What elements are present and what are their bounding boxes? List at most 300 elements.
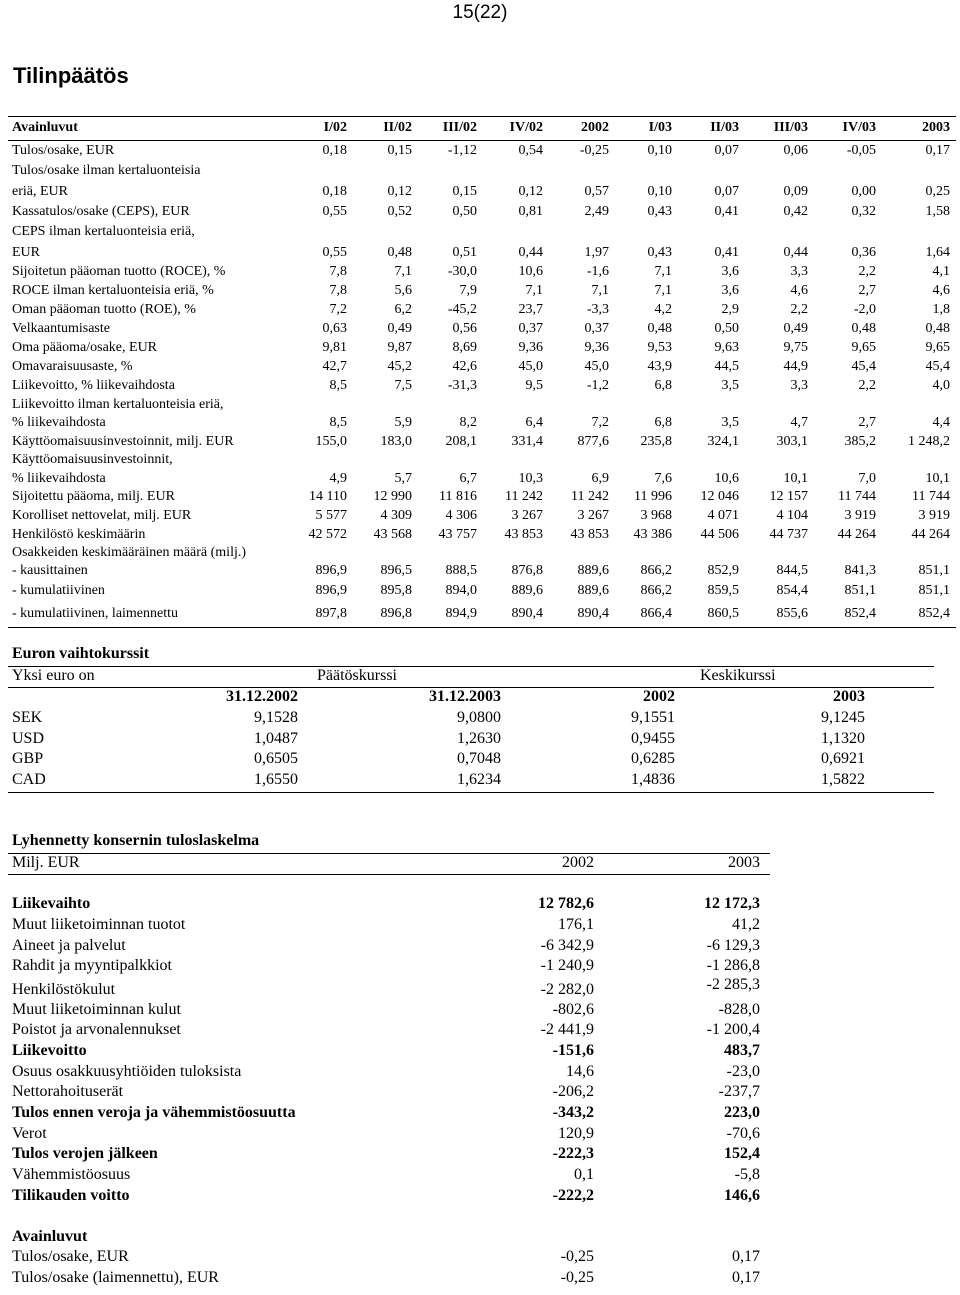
key-figure-label: Omavaraisuusaste, % [12,359,133,375]
key-figure-value: 895,8 [380,583,412,599]
key-figures-heading: Avainluvut [12,120,78,135]
key-figure-value: 4 071 [707,508,739,524]
key-figure-value: 11 744 [838,489,876,505]
key-figure-value: 0,55 [322,203,347,219]
key-figure-value: 43 853 [504,527,543,543]
key-figure-value: 9,75 [783,340,808,356]
key-figure-label: CEPS ilman kertaluonteisia eriä, [12,224,195,240]
key-figure-value: 852,4 [918,605,950,621]
key-figure-row [8,282,956,301]
key-figure-label: - kausittainen [12,563,88,579]
key-figure-value: 8,69 [452,340,477,356]
exchange-rate-value: 0,7048 [457,750,501,768]
key-figure-row [8,562,956,582]
income-statement-row [8,978,770,1001]
key-figure-value: 860,5 [707,605,739,621]
key-figure-value: 0,43 [647,244,672,260]
key-figure-value: 0,56 [452,321,477,337]
key-figure-value: 0,07 [714,183,739,199]
income-statement-row [8,1187,770,1208]
exchange-rate-value: 0,6921 [821,750,865,768]
key-figure-row [8,162,956,203]
exchange-rate-column-header: 2003 [833,688,865,706]
key-figure-value: 0,51 [452,244,477,260]
key-figure-value: 23,7 [518,302,543,318]
key-figure-label: % liikevaihdosta [12,470,106,486]
key-figure-value: -3,3 [586,302,609,318]
income-statement-value: 146,6 [724,1186,760,1204]
key-figure-value: 896,8 [380,605,412,621]
key-figure-value: 851,1 [918,583,950,599]
income-key-figure-label: Tulos/osake, EUR [12,1248,129,1266]
key-figure-value: 2,7 [858,283,876,299]
key-figure-value: 1,97 [584,244,609,260]
key-figure-value: 2,49 [584,203,609,219]
key-figure-value: 9,5 [525,378,543,394]
key-figure-label: Käyttöomaisuusinvestoinnit, milj. EUR [12,433,234,449]
key-figure-value: 12 046 [700,489,739,505]
income-statement-heading-row [8,832,770,854]
income-statement-row [8,1125,770,1146]
key-figure-value: 844,5 [776,563,808,579]
income-statement-row [8,1063,770,1084]
income-statement-label: Muut liiketoiminnan kulut [12,1000,181,1018]
income-statement-value: -70,6 [726,1124,760,1142]
exchange-rate-column-header: 31.12.2003 [429,688,501,706]
key-figure-value: 6,8 [654,415,672,431]
key-figure-value: 303,1 [776,433,808,449]
key-figure-value: 5,9 [394,415,412,431]
key-figure-value: 851,1 [918,563,950,579]
income-statement-value: -1 200,4 [706,1021,760,1039]
income-statement-row [8,937,770,958]
key-figure-value: 7,1 [654,264,672,280]
income-statement-value: 12 782,6 [538,895,594,913]
key-figure-value: 45,0 [518,359,543,375]
key-figure-label: Tulos/osake ilman kertaluonteisia [12,163,201,179]
key-figure-label: Liikevoitto ilman kertaluonteisia eriä, [12,396,224,412]
key-figure-value: 0,10 [647,183,672,199]
key-figure-value: 0,44 [518,244,543,260]
key-figure-row [8,582,956,602]
exchange-rate-value: 1,2630 [457,729,501,747]
income-statement-value: 0,1 [574,1166,594,1184]
income-statement-value: 176,1 [558,916,594,934]
income-key-figure-label: Tulos/osake (laimennettu), EUR [12,1268,219,1286]
income-statement-value: 152,4 [724,1145,760,1163]
key-figure-value: 7,5 [394,378,412,394]
key-figure-value: 866,4 [640,605,672,621]
key-figure-row [8,339,956,358]
key-figure-value: 0,48 [387,244,412,260]
key-figure-row [8,507,956,526]
key-figure-value: 0,15 [452,183,477,199]
key-figure-value: 2,2 [858,378,876,394]
income-statement-value: -6 342,9 [540,936,594,954]
exchange-rate-row [8,709,934,730]
period-header: 2002 [581,120,609,135]
key-figure-value: 45,0 [584,359,609,375]
key-figure-value: 45,4 [851,359,876,375]
income-statement-label: Osuus osakkuusyhtiöiden tuloksista [12,1062,242,1080]
key-figure-value: -1,6 [586,264,609,280]
key-figure-label: Liikevoitto, % liikevaihdosta [12,378,175,394]
key-figure-value: 4,1 [932,264,950,280]
key-figure-value: -45,2 [447,302,477,318]
key-figure-value: 385,2 [844,433,876,449]
key-figure-label: - kumulatiivinen, laimennettu [12,605,179,621]
exchange-rate-value: 0,6505 [254,750,298,768]
key-figure-value: 9,65 [851,340,876,356]
income-statement-heading: Lyhennetty konsernin tuloslaskelma [12,832,260,849]
unit-label: Yksi euro on [12,666,95,684]
key-figure-value: 9,36 [584,340,609,356]
key-figure-value: 890,4 [511,605,543,621]
income-statement-row [8,1145,770,1166]
key-figure-value: 896,9 [315,563,347,579]
page-title: Tilinpäätös [13,63,129,88]
key-figure-row [8,301,956,320]
key-figure-value: 4 306 [445,508,477,524]
key-figure-value: 5 577 [315,508,347,524]
income-key-figure-value: 0,17 [732,1248,760,1266]
key-figure-value: 855,6 [776,605,808,621]
income-statement-value: -802,6 [552,1000,594,1018]
key-figure-row [8,141,956,162]
key-figure-value: 11 744 [912,489,950,505]
key-figure-value: 2,7 [858,415,876,431]
income-statement-value: 120,9 [558,1124,594,1142]
key-figure-value: 43 757 [438,527,477,543]
key-figure-label: Osakkeiden keskimääräinen määrä (milj.) [12,545,247,561]
key-figure-value: 9,87 [387,340,412,356]
spacer [8,875,770,895]
key-figure-label: EUR [12,244,40,260]
income-statement-label: Nettorahoituserät [12,1083,124,1101]
key-figure-value: 0,18 [322,142,347,158]
key-figure-value: 9,65 [925,340,950,356]
income-statement-label: Tilikauden voitto [12,1186,130,1204]
exchange-rates-heading: Euron vaihtokurssit [12,645,150,662]
key-figure-row [8,601,956,628]
key-figure-value: 4,6 [932,283,950,299]
period-header: III/02 [442,120,477,135]
key-figure-value: 11 242 [571,489,609,505]
key-figure-value: 45,2 [387,359,412,375]
key-figure-value: 5,7 [394,470,412,486]
key-figure-value: 0,06 [783,142,808,158]
key-figure-row [8,320,956,339]
key-figure-value: 10,6 [518,264,543,280]
currency-code: CAD [12,771,46,789]
key-figure-value: 889,6 [577,583,609,599]
key-figure-value: 854,4 [776,583,808,599]
key-figure-value: 0,09 [783,183,808,199]
key-figure-label: Kassatulos/osake (CEPS), EUR [12,203,190,219]
income-statement-row [8,1021,770,1042]
income-statement-value: -343,2 [552,1104,594,1122]
period-header: III/03 [773,120,808,135]
income-statement-label: Verot [12,1124,47,1142]
income-key-figure-row [8,1269,770,1290]
key-figure-label: Oma pääoma/osake, EUR [12,340,158,356]
income-statement-label: Poistot ja arvonalennukset [12,1021,181,1039]
key-figure-value: 1,64 [925,244,950,260]
income-statement-label: Rahdit ja myyntipalkkiot [12,957,172,975]
key-figure-value: 12 157 [769,489,808,505]
income-key-figure-value: -0,25 [560,1248,594,1266]
key-figure-value: 0,81 [518,203,543,219]
income-statement-label: Muut liiketoiminnan tuotot [12,916,186,934]
key-figure-value: 2,9 [721,302,739,318]
key-figure-value: 852,9 [707,563,739,579]
key-figure-value: -30,0 [447,264,477,280]
key-figure-value: 894,0 [445,583,477,599]
exchange-rate-row [8,750,934,771]
key-figure-label: Sijoitettu pääoma, milj. EUR [12,489,175,505]
income-statement-row [8,1166,770,1187]
key-figure-value: 0,49 [783,321,808,337]
key-figure-value: 0,32 [851,203,876,219]
key-figure-value: 7,0 [858,470,876,486]
key-figure-value: 0,50 [452,203,477,219]
exchange-rate-value: 1,4836 [631,771,675,789]
income-statement-year: 2003 [728,853,760,871]
key-figure-value: 9,81 [322,340,347,356]
key-figure-value: 0,42 [783,203,808,219]
key-figure-value: 10,6 [714,470,739,486]
key-figure-value: -2,0 [853,302,876,318]
period-header: I/02 [323,120,347,135]
key-figure-value: 10,1 [783,470,808,486]
income-statement-year: 2002 [562,853,594,871]
income-statement-row [8,916,770,937]
income-statement-column-row [8,854,770,876]
key-figure-value: 3,6 [721,264,739,280]
income-statement-row [8,895,770,916]
income-statement-value: 41,2 [732,916,760,934]
period-header: 2003 [922,120,950,135]
key-figure-value: 7,1 [654,283,672,299]
key-figure-value: 0,48 [851,321,876,337]
key-figure-value: 183,0 [380,433,412,449]
income-statement-value: -1 286,8 [706,957,760,975]
key-figure-value: 3 968 [640,508,672,524]
exchange-rate-row [8,771,934,793]
key-figure-value: 0,49 [387,321,412,337]
income-statement-value: -5,8 [734,1166,760,1184]
exchange-rates-column-row [8,688,934,709]
exchange-rates-heading-row [8,645,934,666]
exchange-rate-row [8,730,934,751]
income-statement-row [8,1001,770,1022]
key-figure-value: 0,54 [518,142,543,158]
income-statement-value: -6 129,3 [706,936,760,954]
key-figure-value: 0,52 [387,203,412,219]
key-figure-value: 42 572 [308,527,347,543]
income-key-figure-value: 0,17 [732,1268,760,1286]
income-statement-value: -237,7 [718,1083,760,1101]
income-statement-row [8,1042,770,1063]
key-figure-value: 3 267 [511,508,543,524]
key-figure-label: Velkaantumisaste [12,321,110,337]
key-figure-value: 8,5 [329,378,347,394]
key-figure-value: 4,0 [932,378,950,394]
key-figure-value: 1,58 [925,203,950,219]
currency-code: SEK [12,709,43,727]
key-figure-value: 6,2 [394,302,412,318]
key-figure-label: - kumulatiivinen [12,583,105,599]
key-figure-value: 44 737 [769,527,808,543]
key-figure-value: 0,55 [322,244,347,260]
key-figure-value: 0,17 [925,142,950,158]
income-key-figures-heading-row [8,1228,770,1249]
key-figure-row [8,526,956,545]
key-figure-value: 1,8 [932,302,950,318]
income-statement-value: -222,3 [552,1145,594,1163]
income-statement-value: -151,6 [552,1042,594,1059]
key-figure-value: 0,63 [322,321,347,337]
key-figure-row [8,488,956,507]
key-figure-value: 43,9 [647,359,672,375]
key-figure-value: 3,5 [721,415,739,431]
key-figure-value: 0,37 [584,321,609,337]
period-header: I/03 [648,120,672,135]
key-figure-value: 4 309 [380,508,412,524]
key-figure-value: 44,9 [783,359,808,375]
closing-rate-group: Päätöskurssi [317,666,397,684]
key-figure-value: 0,10 [647,142,672,158]
key-figure-value: 1 248,2 [908,433,950,449]
key-figure-value: 10,1 [925,470,950,486]
income-statement-label: Tulos verojen jälkeen [12,1145,158,1163]
key-figure-value: 3,3 [790,264,808,280]
key-figure-value: 0,00 [851,183,876,199]
key-figure-row [8,377,956,396]
key-figure-value: 331,4 [511,433,543,449]
income-statement-label: Liikevoitto [12,1042,87,1059]
key-figure-label: ROCE ilman kertaluonteisia eriä, % [12,283,214,299]
key-figure-row [8,202,956,222]
income-statement-value: -2 285,3 [706,976,760,994]
income-statement-label: Vähemmistöosuus [12,1166,131,1184]
key-figure-value: 0,41 [714,203,739,219]
key-figure-value: 3 267 [577,508,609,524]
key-figure-value: 0,41 [714,244,739,260]
key-figure-row [8,545,956,562]
income-statement-label: Tulos ennen veroja ja vähemmistöosuutta [12,1104,296,1122]
key-figure-row [8,223,956,264]
key-figure-value: 7,8 [329,264,347,280]
key-figure-value: 10,3 [518,470,543,486]
key-figure-value: 43 568 [373,527,412,543]
key-figure-row [8,263,956,282]
key-figure-value: 4,9 [329,470,347,486]
key-figure-value: 888,5 [445,563,477,579]
key-figure-value: 43 853 [570,527,609,543]
key-figure-row [8,433,956,452]
key-figure-value: 889,6 [577,563,609,579]
income-statement-label: Liikevaihto [12,895,91,913]
key-figure-value: 44 264 [837,527,876,543]
key-figure-value: 5,6 [394,283,412,299]
key-figure-value: 11 996 [634,489,672,505]
key-figure-value: 43 386 [633,527,672,543]
key-figure-value: 7,6 [654,470,672,486]
period-header: IV/03 [842,120,876,135]
key-figure-value: 9,63 [714,340,739,356]
exchange-rate-column-header: 31.12.2002 [226,688,298,706]
key-figure-value: 0,36 [851,244,876,260]
income-statement-value: -828,0 [718,1000,760,1018]
key-figures-header-row [8,116,956,141]
key-figure-value: 6,4 [525,415,543,431]
key-figure-value: 0,48 [925,321,950,337]
key-figure-value: 852,4 [844,605,876,621]
key-figure-value: 890,4 [577,605,609,621]
currency-code: GBP [12,750,44,768]
exchange-rate-value: 9,0800 [457,709,501,727]
key-figure-value: 45,4 [925,359,950,375]
income-statement-value: 12 172,3 [704,895,760,913]
key-figure-value: 9,53 [647,340,672,356]
key-figure-value: 7,2 [591,415,609,431]
key-figure-value: 9,36 [518,340,543,356]
income-statement-value: -1 240,9 [540,957,594,975]
key-figure-value: 2,2 [790,302,808,318]
key-figure-value: 0,43 [647,203,672,219]
key-figure-value: 3,3 [790,378,808,394]
key-figure-label: Käyttöomaisuusinvestoinnit, [12,452,173,468]
key-figure-value: 0,37 [518,321,543,337]
income-statement-row [8,1104,770,1125]
key-figure-value: 4,6 [790,283,808,299]
unit-label: Milj. EUR [12,853,80,871]
key-figures-table [8,116,956,628]
key-figure-value: 8,5 [329,415,347,431]
key-figure-value: 11 816 [439,489,477,505]
key-figure-value: 7,1 [394,264,412,280]
key-figure-value: 8,2 [459,415,477,431]
key-figure-value: 0,25 [925,183,950,199]
key-figure-value: 889,6 [511,583,543,599]
key-figure-value: 155,0 [315,433,347,449]
income-statement-value: -222,2 [552,1186,594,1204]
income-key-figure-value: -0,25 [560,1268,594,1286]
key-figure-value: 0,12 [518,183,543,199]
key-figure-value: 0,07 [714,142,739,158]
income-statement-label: Henkilöstökulut [12,981,116,999]
key-figure-value: 896,9 [315,583,347,599]
key-figure-value: -1,12 [447,142,477,158]
income-statement-row [8,1083,770,1104]
income-statement-table [8,832,770,1290]
spacer [8,1208,770,1228]
key-figure-value: 14 110 [309,489,347,505]
key-figure-row [8,358,956,377]
exchange-rate-value: 0,9455 [631,729,675,747]
key-figure-value: 4,7 [790,415,808,431]
key-figure-value: 7,9 [459,283,477,299]
key-figure-value: 44 506 [700,527,739,543]
key-figure-value: 4 104 [776,508,808,524]
income-statement-value: -23,0 [726,1062,760,1080]
exchange-rate-value: 1,0487 [254,729,298,747]
key-figure-value: 6,8 [654,378,672,394]
key-figure-value: 7,2 [329,302,347,318]
period-header: IV/02 [509,120,543,135]
income-statement-row [8,957,770,978]
